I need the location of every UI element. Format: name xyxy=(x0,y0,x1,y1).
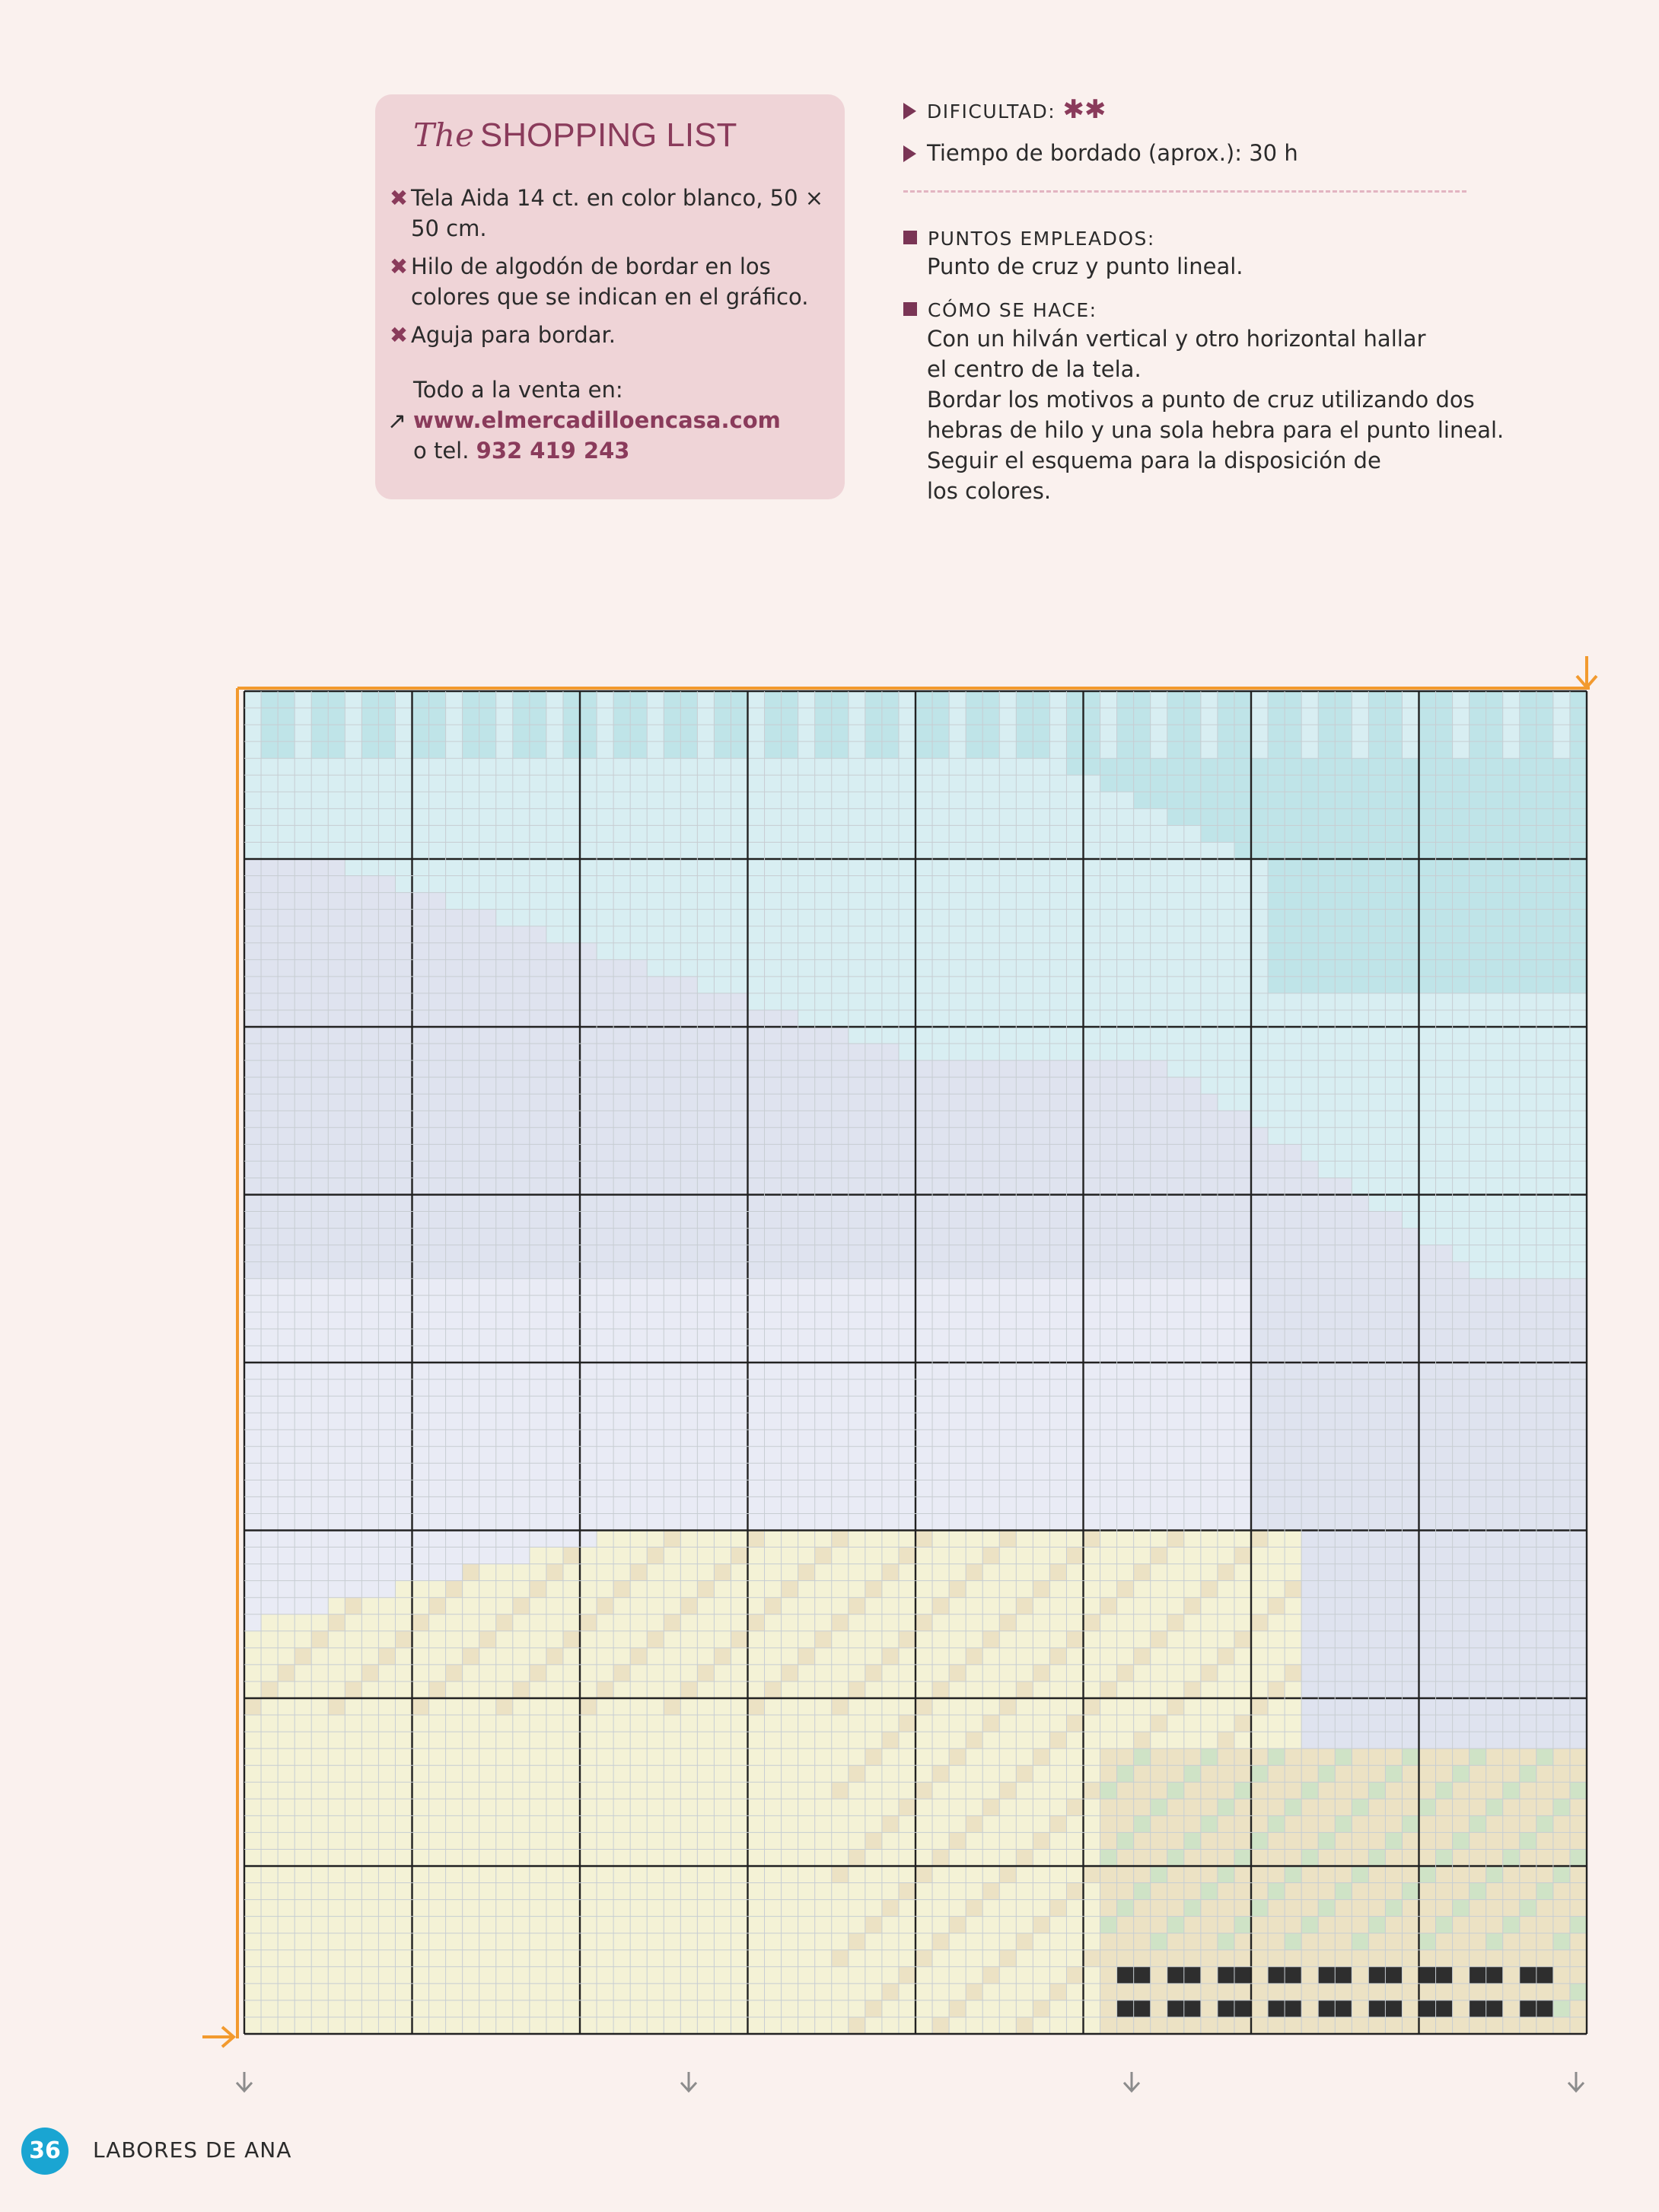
howto-line: Seguir el esquema para la disposición de xyxy=(927,448,1381,473)
howto-line: el centro de la tela. xyxy=(927,356,1142,382)
howto-line: Con un hilván vertical y otro horizontal hallar xyxy=(927,326,1426,352)
cross-bullet-icon: ✖ xyxy=(389,322,409,348)
link-arrow-icon: ↗ xyxy=(387,408,407,435)
cross-bullet-icon: ✖ xyxy=(389,253,409,279)
chart-grid xyxy=(244,691,1587,2034)
stitches-label: PUNTOS EMPLEADOS: xyxy=(928,228,1155,250)
stitches-text: Punto de cruz y punto lineal. xyxy=(927,253,1243,279)
cross-bullet-icon: ✖ xyxy=(389,185,409,211)
page-number-badge: 36 xyxy=(21,2128,68,2175)
shopping-item-text: Tela Aida 14 ct. en color blanco, 50 × 50 cm. xyxy=(411,185,824,241)
howto-line: los colores. xyxy=(927,478,1052,504)
shopping-list-title-rest: SHOPPING LIST xyxy=(479,116,737,154)
sale-intro: Todo a la venta en: xyxy=(413,377,623,403)
phone-prefix: o tel. xyxy=(413,438,470,464)
difficulty-label: DIFICULTAD: xyxy=(927,100,1056,123)
shopping-item-text: Aguja para bordar. xyxy=(411,322,616,348)
shopping-list-title-the: The xyxy=(413,116,474,154)
magazine-name: LABORES DE ANA xyxy=(93,2137,292,2163)
time-text: Tiempo de bordado (aprox.): 30 h xyxy=(927,140,1298,166)
shopping-item-text: Hilo de algodón de bordar en los colores que se indican en el gráfico. xyxy=(411,253,809,310)
howto-line: hebras de hilo y una sola hebra para el punto lineal. xyxy=(927,417,1505,443)
howto-line: Bordar los motivos a punto de cruz utilizando dos xyxy=(927,387,1475,413)
phone-number: 932 419 243 xyxy=(476,438,630,464)
difficulty-stars: ✱✱ xyxy=(1062,94,1107,125)
howto-label: CÓMO SE HACE: xyxy=(928,299,1097,321)
website-link[interactable]: www.elmercadilloencasa.com xyxy=(413,407,781,433)
